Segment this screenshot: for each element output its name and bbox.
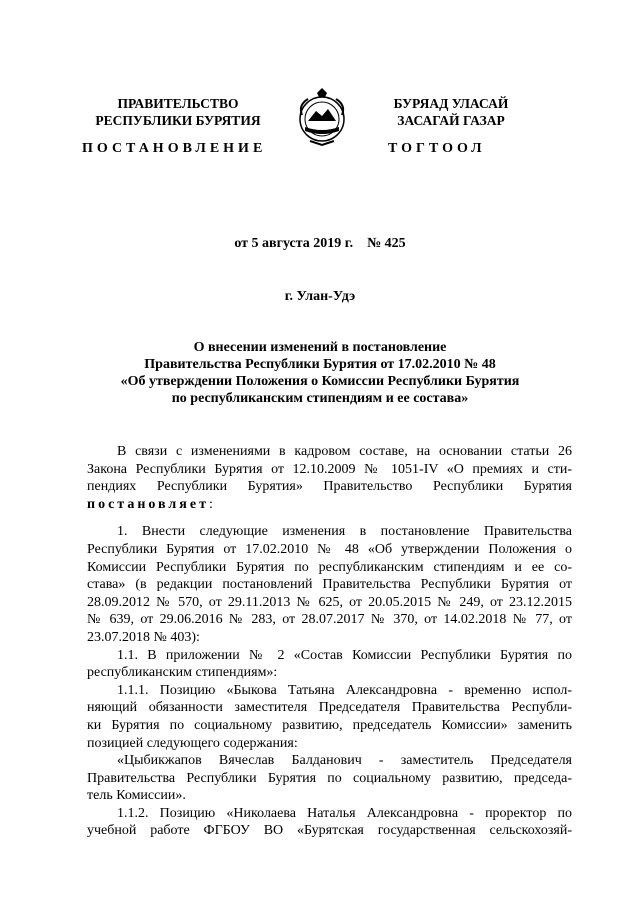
decree-type-ru: ПОСТАНОВЛЕНИЕ: [82, 141, 267, 156]
authority-name-bua: [362, 95, 540, 129]
body-line: тель Комиссии».: [87, 788, 186, 804]
decree-date: от 5 августа 2019 г.: [234, 236, 354, 251]
resolution-colon: :: [208, 496, 213, 512]
body-line: Комиссии Республики Бурятия по республиканским стипендиям и ее со-: [87, 559, 572, 575]
paragraph-item-1-1: [87, 647, 572, 682]
authority-name-bua-line: БУРЯАД УЛАСАЙ: [393, 96, 509, 111]
body-line: «Цыбикжапов Вячеслав Балданович - заместитель Председателя: [117, 753, 572, 769]
authority-name-ru-line: РЕСПУБЛИКИ БУРЯТИЯ: [95, 113, 261, 128]
title-line: «Об утверждении Положения о Комиссии Республики Бурятия: [120, 374, 520, 389]
body-line: 28.09.2012 № 570, от 29.11.2013 № 625, от 20.05.2015 № 249, от 23.12.2015: [87, 594, 572, 610]
decree-date-line: [0, 236, 640, 252]
paragraph-preamble: [87, 443, 572, 513]
paragraph-new-position: [87, 752, 572, 805]
decree-title: [70, 339, 570, 407]
paragraph-item-1: [87, 523, 572, 646]
body-line: 1.1. В приложении № 2 «Состав Комиссии Республики Бурятия по: [117, 647, 572, 663]
body-line: В связи с изменениями в кадровом составе, на основании статьи 26: [117, 444, 572, 459]
title-line: Правительства Республики Бурятия от 17.02.2010 № 48: [144, 357, 496, 372]
body-line: 1.1.1. Позицию «Быкова Татьяна Александровна - временно испол-: [117, 682, 572, 698]
body-line: ки Бурятия по социальному развитию, председатель Комиссии» заменить: [87, 717, 572, 733]
decree-body: [87, 443, 572, 840]
resolution-keyword: постановляет: [87, 496, 209, 512]
coat-of-arms-icon: [294, 85, 350, 147]
body-line: пендиях Республики Бурятия» Правительство Республики Бурятия: [87, 479, 572, 495]
body-line: Правительства Республики Бурятия по социальному развитию, председа-: [87, 770, 572, 786]
body-line: става» (в редакции постановлений Правительства Республики Бурятия от: [87, 577, 572, 593]
body-line: [87, 496, 572, 514]
body-line: учебной работе ФГБОУ ВО «Бурятская государственная сельскохозяй-: [87, 823, 572, 839]
paragraph-item-1-1-1: [87, 682, 572, 752]
body-line: 23.07.2018 № 403):: [87, 629, 200, 645]
body-line: Закона Республики Бурятия от 12.10.2009 № 1051-IV «О премиях и сти-: [87, 461, 572, 477]
paragraph-item-1-1-2: [87, 805, 572, 840]
decree-city: г. Улан-Удэ: [284, 289, 356, 304]
body-line: 1.1.2. Позицию «Николаева Наталья Александровна - проректор по: [117, 805, 572, 821]
title-line: по республиканским стипендиям и ее состава»: [171, 391, 469, 406]
body-line: № 639, от 29.06.2016 № 283, от 28.07.2017 № 370, от 14.02.2018 № 77, от: [87, 612, 572, 628]
body-line: 1. Внести следующие изменения в постановление Правительства: [117, 524, 572, 540]
authority-name-bua-line: ЗАСАГАЙ ГАЗАР: [397, 113, 505, 128]
body-line: республиканским стипендиям»:: [87, 665, 278, 681]
body-line: Республики Бурятия от 17.02.2010 № 48 «Об утверждении Положения о: [87, 541, 572, 557]
decree-number: № 425: [367, 236, 406, 251]
decree-type-bua: ТОГТООЛ: [388, 141, 486, 156]
body-line: няющий обязанности заместителя Председателя Правительства Республи-: [87, 700, 572, 716]
body-line: позицией следующего содержания:: [87, 735, 298, 751]
title-line: О внесении изменений в постановление: [193, 340, 447, 355]
authority-name-ru-line: ПРАВИТЕЛЬСТВО: [117, 96, 239, 111]
authority-name-ru: [82, 95, 274, 129]
